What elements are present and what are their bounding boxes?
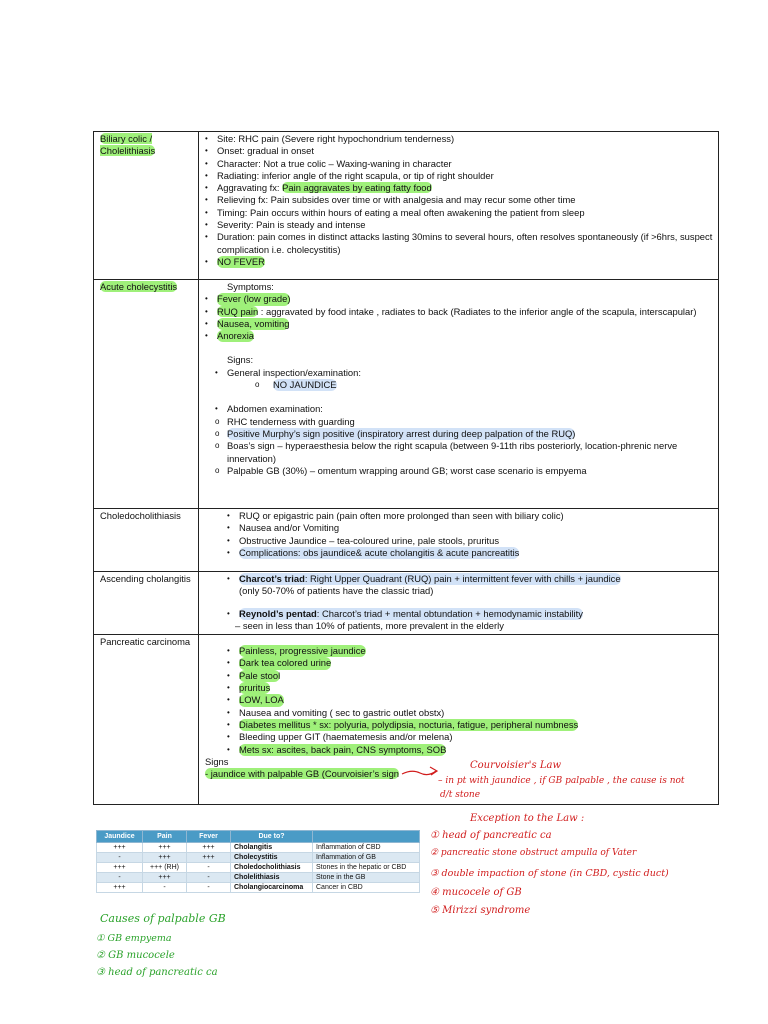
courvoisier-line: – in pt with jaundice , if GB palpable , the cause is not <box>438 776 685 786</box>
courvoisier-line: d/t stone <box>440 790 481 800</box>
table-row: +++ +++ +++ Cholangitis Inflammation of CBD <box>97 843 420 853</box>
list-item: • Mets sx: ascites, back pain, CNS symptoms, SOB <box>227 743 447 755</box>
list-item: • Nausea and/or Vomiting <box>227 522 340 534</box>
topic-cell <box>94 280 199 509</box>
content-cell <box>199 572 719 635</box>
content-cell <box>199 132 719 280</box>
table-row <box>94 509 719 572</box>
list-item: • Fever (low grade) <box>205 293 291 305</box>
note-text: (only 50-70% of patients have the classic triad) <box>239 585 434 597</box>
topic-label: Pancreatic carcinoma <box>100 636 191 648</box>
list-item: • Timing: Pain occurs within hours of eating a meal often awakening the patient from sleep <box>205 206 585 218</box>
exception-item: ⑤ Mirizzi syndrome <box>430 905 531 916</box>
list-item: • Relieving fx: Pain subsides over time or with analgesia and may recur some other time <box>205 194 576 206</box>
list-item: • Obstructive Jaundice – tea-coloured urine, pale stools, pruritus <box>227 534 500 546</box>
topic-cell <box>94 132 199 280</box>
note-text: – seen in less than 10% of patients, more prevalent in the elderly <box>235 619 504 631</box>
list-item: • NO FEVER <box>205 255 265 267</box>
content-cell <box>199 280 719 509</box>
table-header-row: Jaundice Pain Fever Due to? <box>97 831 420 843</box>
list-item: • Diabetes mellitus * sx: polyuria, polydipsia, nocturia, fatigue, peripheral numbness <box>227 718 579 730</box>
list-item: o NO JAUNDICE <box>255 379 337 391</box>
list-item: • Severity: Pain is steady and intense <box>205 219 366 231</box>
list-item: • LOW, LOA <box>227 694 284 706</box>
palpable-gb-title: Causes of palpable GB <box>100 912 226 925</box>
list-item: o Boas’s sign – hyperaesthesia below the right scapula (between 9-11th ribs posteriorly, location-phrenic nerve innervation) <box>215 440 678 464</box>
symptoms-label: Symptoms: <box>227 281 274 292</box>
list-item: • Complications: obs jaundice& acute cholangitis & acute pancreatitis <box>227 546 520 558</box>
list-item: • Anorexia <box>205 330 255 342</box>
list-item: o RHC tenderness with guarding <box>215 415 355 427</box>
topic-label: Choledocholithiasis <box>100 510 181 521</box>
palpable-gb-item: ① GB empyema <box>96 933 172 944</box>
list-item: • Nausea and vomiting ( sec to gastric outlet obstx) <box>227 706 445 718</box>
table-row: +++ - - Cholangiocarcinoma Cancer in CBD <box>97 883 420 893</box>
exception-item: ④ mucocele of GB <box>430 887 522 898</box>
signs-label: Signs <box>205 755 229 767</box>
topic-cell <box>94 572 199 635</box>
list-item: • Abdomen examination: <box>215 403 323 415</box>
exception-item: ① head of pancreatic ca <box>430 830 552 841</box>
biliary-conditions-table <box>93 131 719 805</box>
table-row <box>94 572 719 635</box>
topic-cell <box>94 509 199 572</box>
signs-label: Signs: <box>227 354 254 366</box>
table-row: +++ +++ (RH) - Choledocholithiasis Stones in the hepatic or CBD <box>97 863 420 873</box>
topic-label: Acute cholecystitis <box>100 281 178 292</box>
table-row <box>94 280 719 509</box>
content-cell <box>199 509 719 572</box>
list-item: • Painless, progressive jaundice <box>227 645 366 657</box>
list-item: • Dark tea colored urine <box>227 657 332 669</box>
list-item: • Radiating: inferior angle of the right scapula, or tip of right shoulder <box>205 169 494 181</box>
list-item: • Pale stool <box>227 669 281 681</box>
arrow-icon <box>400 765 440 779</box>
topic-label: Ascending cholangitis <box>100 573 191 584</box>
list-item: • Onset: gradual in onset <box>205 145 314 157</box>
palpable-gb-item: ② GB mucocele <box>96 950 175 961</box>
list-item: • Aggravating fx: Pain aggravates by eating fatty food <box>205 182 432 194</box>
list-item: • Character: Not a true colic – Waxing-waning in character <box>205 157 452 169</box>
list-item: o Palpable GB (30%) – omentum wrapping around GB; worst case scenario is empyema <box>215 464 587 476</box>
exception-title: Exception to the Law : <box>470 813 585 824</box>
list-item: • Site: RHC pain (Severe right hypochondrium tenderness) <box>205 133 455 144</box>
table-row: - +++ - Cholelithiasis Stone in the GB <box>97 873 420 883</box>
list-item: • pruritus <box>227 682 271 694</box>
palpable-gb-item: ③ head of pancreatic ca <box>96 967 218 978</box>
topic-cell <box>94 635 199 805</box>
list-item: • Reynold’s pentad: Charcot’s triad + mental obtundation + hemodynamic instability <box>227 607 583 619</box>
topic-label: Biliary colic / Cholelithiasis <box>100 133 156 157</box>
courvoisier-title: Courvoisier's Law <box>470 760 562 771</box>
signs-text: - jaundice with palpable GB (Courvoisier’s sign <box>205 768 400 780</box>
list-item: • Charcot’s triad: Right Upper Quadrant (RUQ) pain + intermittent fever with chills + jaundice <box>227 573 621 584</box>
table-row <box>94 132 719 280</box>
exception-item: ③ double impaction of stone (in CBD, cystic duct) <box>430 868 669 879</box>
list-item: • Nausea, vomiting <box>205 317 290 329</box>
list-item: o Positive Murphy’s sign positive (inspiratory arrest during deep palpation of the RUQ) <box>215 427 576 439</box>
table-row: - +++ +++ Cholecystitis Inflammation of GB <box>97 853 420 863</box>
list-item: • General inspection/examination: <box>215 366 361 378</box>
list-item: • Duration: pain comes in distinct attacks lasting 30mins to several hours, often resolves spontaneously (if >6hrs, suspect complication i.e. cholecystitis) <box>205 231 713 255</box>
list-item: • Bleeding upper GIT (haematemesis and/or melena) <box>227 731 453 743</box>
exception-item: ② pancreatic stone obstruct ampulla of Vater <box>430 848 637 858</box>
list-item: • RUQ pain : aggravated by food intake , radiates to back (Radiates to the inferior angle of the scapula, interscapular) <box>205 305 697 317</box>
list-item: • RUQ or epigastric pain (pain often more prolonged than seen with biliary colic) <box>227 510 564 521</box>
jaundice-pain-fever-table <box>96 830 420 893</box>
